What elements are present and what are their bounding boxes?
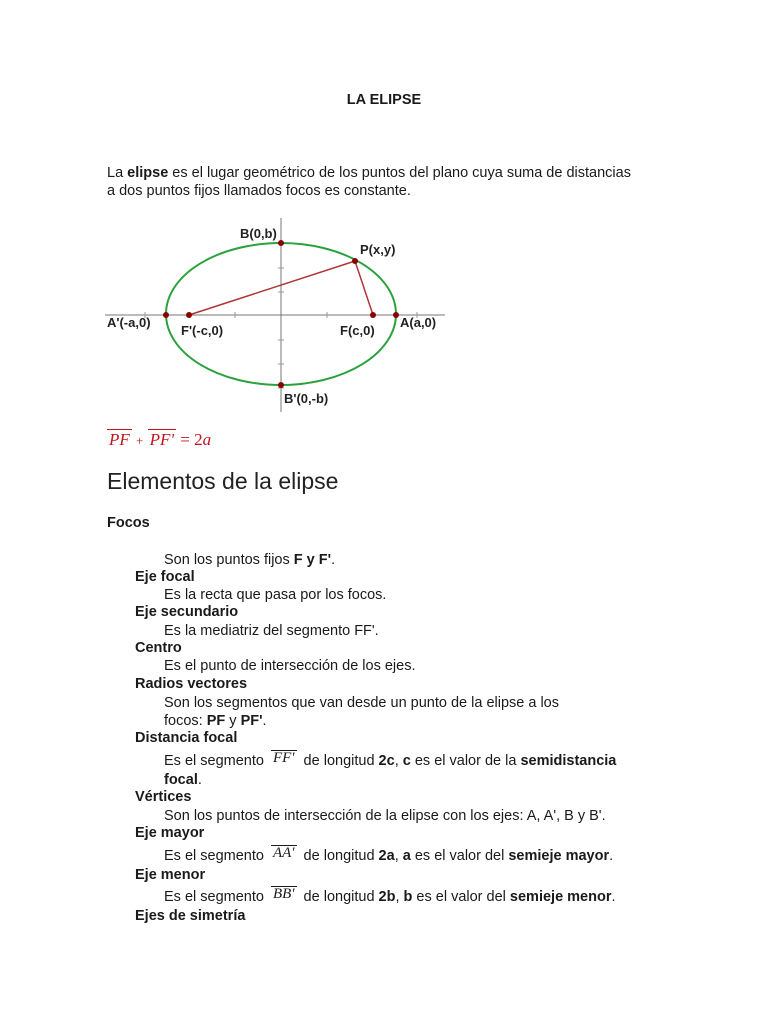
- def-em-prefix: Es el segmento: [164, 848, 268, 864]
- label-a: A(a,0): [400, 315, 437, 330]
- def-radios-bold-pf-prime: PF': [240, 713, 263, 729]
- point-b: [278, 240, 284, 246]
- term-eje-secundario: Eje secundario: [135, 604, 239, 620]
- def-focos-prefix: Son los puntos fijos: [164, 552, 294, 568]
- intro-line2: a dos puntos fijos llamados focos es constante.: [107, 183, 411, 199]
- def-distancia-focal: [164, 750, 616, 790]
- label-p: P(x,y): [360, 242, 396, 257]
- def-en-mid1: de longitud: [299, 889, 379, 905]
- focal-sum-formula: [107, 430, 211, 450]
- intro-paragraph: [107, 164, 667, 200]
- label-f-prime: F'(-c,0): [181, 323, 224, 338]
- def-eje-focal: Es la recta que pasa por los focos.: [164, 587, 387, 603]
- segment-ff-prime: FF': [272, 750, 295, 766]
- formula-a: a: [202, 430, 212, 449]
- def-df-bold-semidistancia: semidistancia: [520, 753, 617, 769]
- def-df-suffix: .: [197, 772, 202, 788]
- def-radios-suffix: .: [262, 713, 267, 729]
- formula-equals: = 2: [180, 430, 203, 449]
- def-df-bold-2c: 2c: [378, 753, 395, 769]
- def-en-mid3: es el valor del: [412, 889, 510, 905]
- formula-term-pf: PF: [109, 430, 130, 449]
- term-eje-focal: Eje focal: [135, 569, 195, 585]
- def-radios-bold-pf: PF: [206, 713, 226, 729]
- def-focos-bold: F y F': [293, 552, 332, 568]
- point-f-prime: [186, 312, 192, 318]
- def-em-mid3: es el valor del: [410, 848, 509, 864]
- term-centro: Centro: [135, 640, 182, 656]
- def-en-mid2: ,: [395, 889, 404, 905]
- term-eje-mayor: Eje mayor: [135, 825, 205, 841]
- term-distancia-focal: Distancia focal: [135, 730, 238, 746]
- point-a-prime: [163, 312, 169, 318]
- def-df-mid1: de longitud: [299, 753, 379, 769]
- intro-line1-rest: es el lugar geométrico de los puntos del plano cuya suma de distancias: [168, 165, 631, 181]
- def-df-prefix: Es el segmento: [164, 753, 268, 769]
- formula-term-pf-prime: PF': [149, 430, 175, 449]
- page-title: LA ELIPSE: [346, 92, 422, 108]
- term-radios-vectores: Radios vectores: [135, 676, 248, 692]
- section-heading: Elementos de la elipse: [107, 468, 339, 494]
- def-df-mid2: ,: [394, 753, 403, 769]
- ellipse-diagram: [105, 214, 450, 414]
- label-b: B(0,b): [240, 226, 277, 241]
- label-f: F(c,0): [340, 323, 375, 338]
- term-ejes-simetria: Ejes de simetría: [135, 908, 246, 924]
- def-en-suffix: .: [611, 889, 616, 905]
- def-em-bold-2a: 2a: [378, 848, 395, 864]
- def-en-prefix: Es el segmento: [164, 889, 268, 905]
- def-em-bold-semieje: semieje mayor: [508, 848, 610, 864]
- def-em-mid2: ,: [394, 848, 403, 864]
- def-df-mid3: es el valor de la: [410, 753, 521, 769]
- def-en-bold-b: b: [403, 889, 413, 905]
- term-eje-menor: Eje menor: [135, 867, 206, 883]
- def-radios-line1: Son los segmentos que van desde un punto de la elipse a los: [164, 695, 559, 711]
- term-focos: Focos: [107, 515, 150, 531]
- def-em-mid1: de longitud: [299, 848, 379, 864]
- segment-aa-prime: AA': [272, 845, 295, 861]
- def-vertices: Son los puntos de intersección de la elipse con los ejes: A, A', B y B'.: [164, 808, 606, 824]
- def-en-bold-semieje: semieje menor: [509, 889, 612, 905]
- def-eje-mayor: [164, 845, 613, 866]
- radius-vector-pf-prime: [189, 261, 355, 315]
- def-df-bold-c: c: [402, 753, 411, 769]
- formula-plus: +: [136, 433, 144, 448]
- point-a: [393, 312, 399, 318]
- def-em-suffix: .: [609, 848, 614, 864]
- def-centro: Es el punto de intersección de los ejes.: [164, 658, 416, 674]
- point-b-prime: [278, 382, 284, 388]
- segment-bb-prime: BB': [272, 886, 295, 902]
- point-f: [370, 312, 376, 318]
- intro-bold-elipse: elipse: [127, 165, 169, 181]
- def-radios-vectores: [164, 694, 559, 730]
- def-focos: [164, 551, 335, 569]
- label-b-prime: B'(0,-b): [284, 391, 329, 406]
- label-a-prime: A'(-a,0): [107, 315, 151, 330]
- def-radios-line2-prefix: focos:: [164, 713, 207, 729]
- point-p: [352, 258, 358, 264]
- def-eje-menor: [164, 886, 616, 907]
- def-en-bold-2b: 2b: [378, 889, 396, 905]
- intro-prefix: La: [107, 165, 128, 181]
- def-eje-secundario: Es la mediatriz del segmento FF'.: [164, 623, 379, 639]
- def-df-bold-focal: focal: [164, 772, 198, 788]
- def-em-bold-a: a: [402, 848, 411, 864]
- def-radios-mid: y: [225, 713, 241, 729]
- def-focos-suffix: .: [331, 552, 336, 568]
- term-vertices: Vértices: [135, 789, 192, 805]
